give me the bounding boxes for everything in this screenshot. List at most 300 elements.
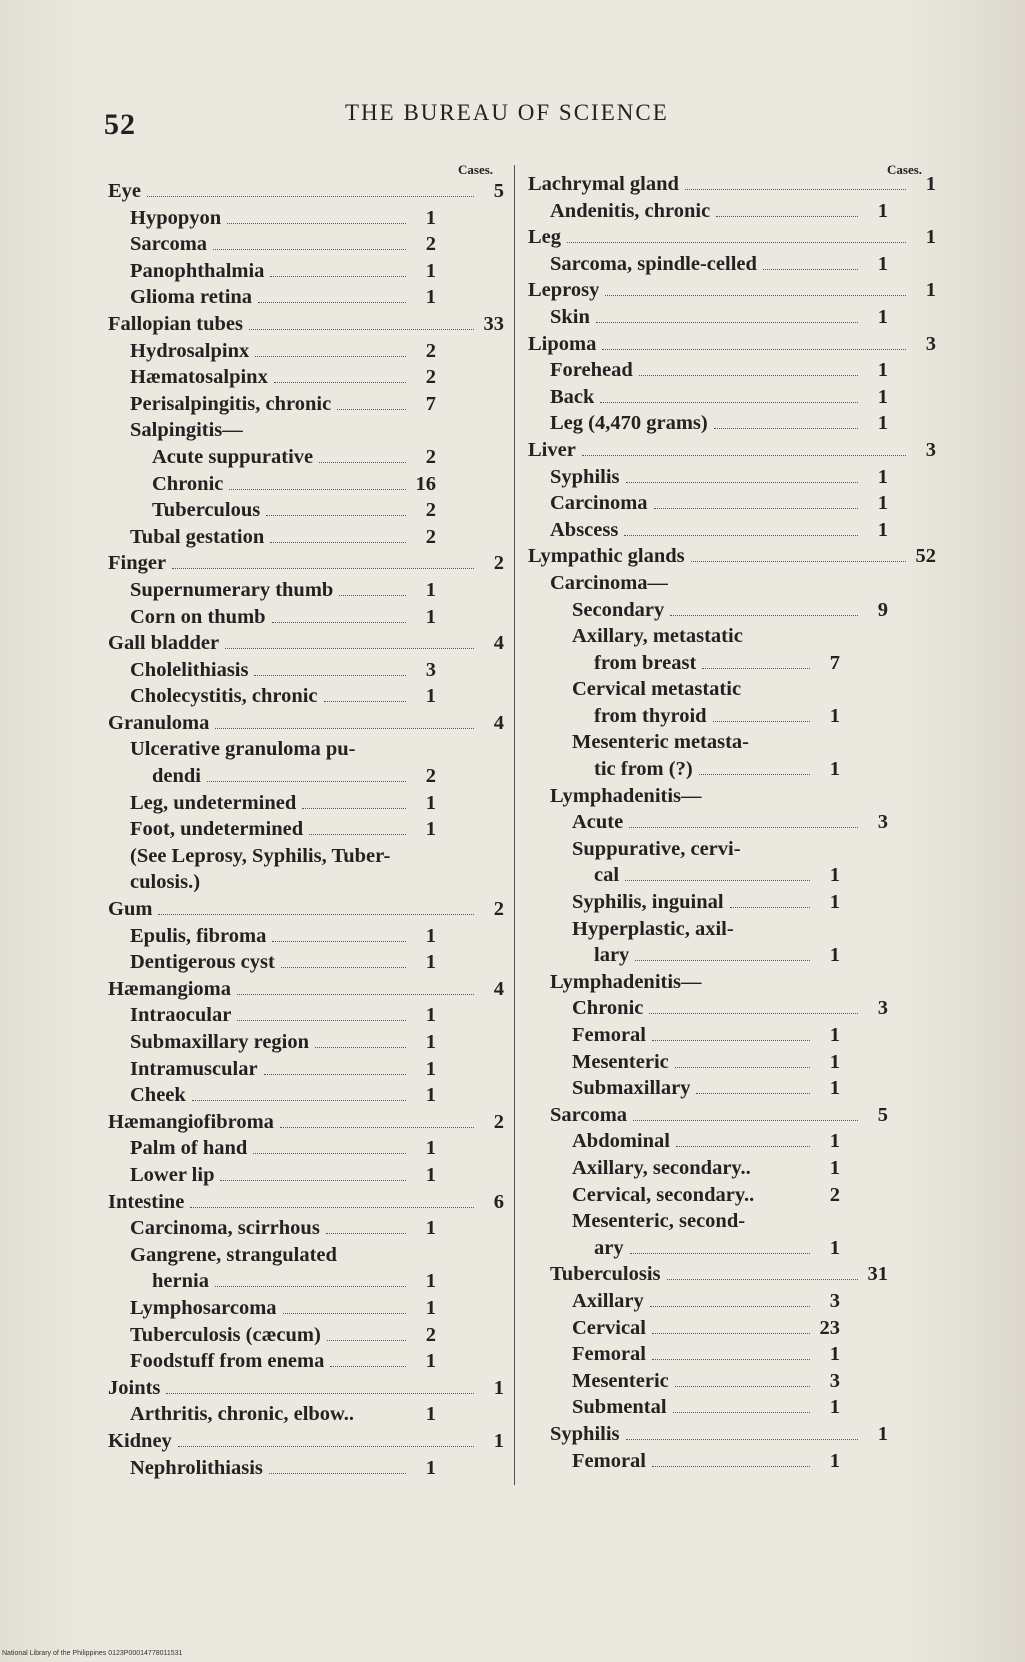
index-entry [108, 1189, 508, 1216]
left-column [108, 178, 508, 1481]
index-entry [108, 869, 508, 896]
index-entry [528, 1261, 940, 1288]
index-entry [528, 1235, 940, 1262]
entry-count: 2 [425, 339, 436, 362]
entry-count: 1 [877, 1422, 888, 1445]
entry-count: 1 [425, 1057, 436, 1080]
leader-dots [270, 524, 406, 543]
entry-label: Cervical metastatic [572, 678, 742, 701]
entry-label: Chronic [572, 997, 644, 1020]
index-entry [108, 524, 508, 551]
leader-dots [633, 1102, 858, 1121]
index-entry [528, 756, 940, 783]
entry-label: Leg, undetermined [130, 791, 297, 814]
entry-count: 7 [829, 651, 840, 674]
leader-dots [319, 444, 406, 463]
index-entry [108, 1455, 508, 1482]
leader-dots [639, 357, 858, 376]
entry-label: Palm of hand [130, 1137, 248, 1160]
entry-count: 3 [829, 1289, 840, 1312]
entry-count: 3 [925, 438, 936, 461]
leader-dots [178, 1428, 474, 1447]
entry-label: Granuloma [108, 711, 210, 734]
entry-count: 16 [415, 472, 436, 495]
entry-label: Hæmatosalpinx [130, 366, 268, 389]
leader-dots [567, 224, 906, 243]
index-entry [528, 942, 940, 969]
index-entry [528, 1128, 940, 1155]
entry-count: 1 [829, 944, 840, 967]
entry-label: Hydrosalpinx [130, 339, 250, 362]
entry-count: 1 [925, 226, 936, 249]
entry-count: 1 [829, 1077, 840, 1100]
leader-dots [763, 251, 858, 270]
leader-dots [635, 942, 810, 961]
index-entry [528, 464, 940, 491]
index-entry [528, 1075, 940, 1102]
index-entry [528, 1155, 940, 1182]
entry-count: 1 [829, 1343, 840, 1366]
index-entry [108, 497, 508, 524]
leader-dots [272, 604, 406, 623]
leader-dots [280, 1109, 474, 1128]
index-entry [108, 1428, 508, 1455]
entry-count: 1 [425, 685, 436, 708]
index-entry [108, 338, 508, 365]
entry-count: 1 [829, 758, 840, 781]
index-entry [528, 1208, 940, 1235]
index-entry [108, 630, 508, 657]
entry-label: Intramuscular [130, 1057, 258, 1080]
entry-label: Hæmangiofibroma [108, 1110, 274, 1133]
entry-label: Lachrymal gland [528, 173, 679, 195]
entry-count: 1 [829, 1236, 840, 1259]
entry-count: 1 [493, 1376, 504, 1399]
entry-count: 1 [425, 286, 436, 309]
leader-dots [324, 683, 406, 702]
leader-dots [255, 338, 406, 357]
entry-label: Lymphadenitis— [550, 970, 702, 993]
index-entry [528, 1182, 940, 1209]
leader-dots [274, 364, 406, 383]
index-entry [528, 729, 940, 756]
index-entry [528, 1368, 940, 1395]
leader-dots [330, 1348, 406, 1367]
index-entry [528, 809, 940, 836]
index-entry [108, 577, 508, 604]
entry-count: 2 [425, 445, 436, 468]
index-entry [528, 889, 940, 916]
entry-label: Liver [528, 438, 576, 461]
leader-dots [269, 1455, 406, 1474]
index-entry [108, 604, 508, 631]
leader-dots [596, 304, 858, 323]
index-entry [108, 896, 508, 923]
index-entry [528, 1421, 940, 1448]
index-entry [108, 1215, 508, 1242]
entry-label: Arthritis, chronic, elbow.. [130, 1403, 354, 1426]
index-entry [108, 843, 508, 870]
entry-label: Sarcoma [550, 1103, 628, 1126]
index-entry [108, 1322, 508, 1349]
entry-label: tic from (?) [594, 758, 693, 781]
leader-dots [270, 258, 406, 277]
leader-dots [147, 178, 474, 197]
entry-count: 1 [425, 818, 436, 841]
index-entry [528, 490, 940, 517]
leader-dots [626, 464, 858, 483]
leader-dots [254, 657, 406, 676]
entry-label: Submaxillary region [130, 1031, 310, 1053]
entry-count: 1 [425, 951, 436, 974]
column-divider [514, 165, 515, 1485]
leader-dots [691, 543, 906, 562]
entry-label: Mesenteric [572, 1050, 669, 1073]
entry-label: Foot, undetermined [130, 818, 304, 841]
entry-label: Submental [572, 1396, 667, 1419]
leader-dots [266, 497, 406, 516]
entry-label: Foodstuff from enema [130, 1350, 325, 1373]
entry-count: 2 [493, 552, 504, 575]
index-entry [108, 178, 508, 205]
leader-dots [650, 1288, 810, 1307]
entry-count: 1 [425, 578, 436, 601]
entry-count: 1 [425, 1163, 436, 1186]
entry-label: Submaxillary [572, 1077, 691, 1100]
entry-label: Secondary [572, 598, 665, 621]
entry-count: 1 [925, 279, 936, 302]
entry-label: Axillary, secondary.. [572, 1156, 751, 1179]
entry-label: culosis.) [130, 871, 201, 894]
leader-dots [283, 1295, 406, 1314]
entry-label: Dentigerous cyst [130, 951, 275, 974]
entry-label: Femoral [572, 1343, 646, 1366]
entry-count: 2 [425, 233, 436, 256]
entry-count: 1 [829, 864, 840, 887]
entry-count: 1 [425, 1004, 436, 1027]
entry-label: Syphilis, inguinal [572, 891, 724, 914]
entry-count: 1 [829, 1024, 840, 1046]
index-entry [108, 1268, 508, 1295]
leader-dots [227, 205, 406, 224]
entry-count: 2 [425, 525, 436, 548]
leader-dots [237, 976, 474, 995]
entry-count: 9 [877, 598, 888, 621]
entry-label: lary [594, 944, 630, 967]
leader-dots [225, 630, 474, 649]
entry-count: 3 [829, 1369, 840, 1392]
entry-count: 2 [829, 1183, 840, 1206]
index-entry [528, 623, 940, 650]
index-entry [108, 657, 508, 684]
entry-label: Leg (4,470 grams) [550, 412, 708, 435]
entry-count: 1 [877, 359, 888, 382]
entry-label: Carcinoma, scirrhous [130, 1217, 320, 1240]
index-entry [108, 923, 508, 950]
leader-dots [582, 437, 906, 456]
entry-label: ary [594, 1236, 624, 1259]
entry-count: 1 [877, 199, 888, 222]
index-entry [528, 357, 940, 384]
entry-label: Fallopian tubes [108, 312, 243, 335]
entry-count: 1 [877, 412, 888, 435]
entry-label: Carcinoma [550, 492, 648, 515]
leader-dots [667, 1261, 858, 1280]
index-entry [108, 816, 508, 843]
entry-label: Forehead [550, 359, 633, 382]
entry-count: 1 [425, 1350, 436, 1373]
index-entry [108, 311, 508, 338]
index-entry [108, 683, 508, 710]
index-entry [108, 1348, 508, 1375]
leader-dots [272, 923, 406, 942]
entry-label: Intraocular [130, 1004, 232, 1027]
index-entry [108, 1375, 508, 1402]
leader-dots [716, 198, 858, 217]
entry-count: 1 [877, 465, 888, 488]
leader-dots [229, 471, 406, 490]
entry-label: Cheek [130, 1084, 186, 1107]
entry-count: 1 [425, 791, 436, 814]
entry-count: 1 [829, 1396, 840, 1419]
entry-label: Nephrolithiasis [130, 1456, 263, 1479]
leader-dots [326, 1215, 406, 1234]
entry-count: 2 [425, 499, 436, 522]
leader-dots [172, 550, 474, 569]
entry-label: Epulis, fibroma [130, 924, 267, 947]
entry-count: 1 [425, 605, 436, 628]
index-entry [528, 1049, 940, 1076]
index-entry [528, 1022, 940, 1049]
entry-label: Lympathic glands [528, 545, 685, 568]
index-entry [108, 763, 508, 790]
index-entry [528, 437, 940, 464]
leader-dots [237, 1002, 406, 1021]
entry-count: 4 [493, 977, 504, 1000]
leader-dots [309, 816, 406, 835]
entry-count: 4 [493, 711, 504, 734]
leader-dots [215, 710, 474, 729]
index-entry [108, 736, 508, 763]
index-entry [108, 710, 508, 737]
index-entry [528, 251, 940, 278]
leader-dots [699, 756, 810, 775]
leader-dots [220, 1162, 406, 1181]
leader-dots [652, 1022, 810, 1041]
leader-dots [264, 1056, 406, 1075]
entry-count: 3 [925, 332, 936, 355]
entry-count: 1 [829, 1050, 840, 1073]
leader-dots [625, 862, 810, 881]
entry-count: 2 [425, 765, 436, 788]
leader-dots [685, 171, 906, 190]
index-entry [528, 676, 940, 703]
leader-dots [253, 1135, 406, 1154]
index-entry [528, 410, 940, 437]
entry-count: 1 [425, 1296, 436, 1319]
index-entry [528, 517, 940, 544]
leader-dots [158, 896, 474, 915]
entry-count: 1 [425, 924, 436, 947]
entry-label: Corn on thumb [130, 605, 266, 628]
entry-label: Syphilis [550, 1422, 620, 1445]
leader-dots [190, 1189, 474, 1208]
index-entry [108, 364, 508, 391]
leader-dots [258, 284, 406, 303]
entry-label: Axillary, metastatic [572, 625, 743, 648]
entry-count: 33 [483, 312, 504, 335]
entry-count: 2 [425, 1323, 436, 1346]
index-entry [108, 231, 508, 258]
entry-label: Acute suppurative [152, 445, 314, 468]
leader-dots [629, 809, 858, 828]
leader-dots [327, 1322, 406, 1341]
entry-count: 23 [819, 1316, 840, 1339]
entry-count: 6 [493, 1190, 504, 1213]
entry-label: Carcinoma— [550, 571, 669, 594]
index-entry [528, 703, 940, 730]
entry-count: 2 [493, 898, 504, 921]
leader-dots [281, 949, 406, 968]
entry-label: Supernumerary thumb [130, 578, 334, 601]
entry-count: 1 [925, 173, 936, 195]
index-entry [528, 1448, 940, 1475]
entry-label: Andenitis, chronic [550, 199, 711, 222]
entry-label: from thyroid [594, 704, 707, 727]
entry-label: (See Leprosy, Syphilis, Tuber- [130, 844, 391, 867]
entry-label: Gum [108, 898, 153, 921]
index-entry [108, 258, 508, 285]
index-entry [528, 1102, 940, 1129]
entry-label: Perisalpingitis, chronic [130, 392, 332, 415]
index-entry [528, 862, 940, 889]
index-entry [108, 1056, 508, 1083]
leader-dots [207, 763, 406, 782]
entry-count: 31 [867, 1263, 888, 1286]
entry-label: Tuberculosis [550, 1263, 661, 1286]
leader-dots [652, 1341, 810, 1360]
entry-label: Eye [108, 180, 142, 202]
index-entry [108, 976, 508, 1003]
leader-dots [696, 1075, 810, 1094]
entry-count: 1 [877, 385, 888, 408]
leader-dots [192, 1082, 406, 1101]
entry-label: hernia [152, 1270, 209, 1293]
right-column [528, 171, 940, 1474]
index-entry [528, 836, 940, 863]
entry-count: 5 [877, 1103, 888, 1126]
entry-count: 3 [425, 658, 436, 681]
cases-header-right: Cases. [887, 162, 923, 177]
entry-label: Back [550, 385, 595, 408]
leader-dots [315, 1029, 406, 1048]
index-entry [108, 1029, 508, 1056]
entry-label: Chronic [152, 472, 224, 495]
leader-dots [600, 384, 858, 403]
entry-label: Intestine [108, 1190, 185, 1213]
entry-count: 1 [425, 1456, 436, 1479]
entry-label: Hypopyon [130, 206, 222, 229]
entry-count: 1 [425, 1217, 436, 1240]
entry-label: Lymphadenitis— [550, 784, 702, 807]
index-entry [528, 384, 940, 411]
index-entry [108, 550, 508, 577]
index-entry [108, 471, 508, 498]
entry-count: 1 [829, 1130, 840, 1153]
leader-dots [652, 1315, 810, 1334]
entry-count: 1 [493, 1429, 504, 1452]
entry-label: cal [594, 864, 620, 887]
leader-dots [302, 790, 406, 809]
entry-label: Axillary [572, 1289, 644, 1312]
entry-label: Sarcoma, spindle-celled [550, 252, 757, 275]
entry-label: Femoral [572, 1024, 646, 1046]
index-entry [108, 790, 508, 817]
entry-count: 1 [425, 1031, 436, 1053]
leader-dots [630, 1235, 810, 1254]
entry-label: Mesenteric, second- [572, 1210, 746, 1233]
leader-dots [339, 577, 406, 596]
entry-label: Hyperplastic, axil- [572, 917, 734, 940]
leader-dots [652, 1448, 810, 1467]
entry-label: Abdominal [572, 1130, 670, 1153]
entry-count: 1 [425, 1137, 436, 1160]
index-entry [528, 783, 940, 810]
entry-label: Gangrene, strangulated [130, 1243, 337, 1266]
entry-label: Suppurative, cervi- [572, 837, 741, 860]
leader-dots [676, 1128, 810, 1147]
entry-count: 1 [877, 492, 888, 515]
leader-dots [249, 311, 474, 330]
footer-credit: National Library of the Philippines 0123P00014778011531 [2, 1650, 183, 1657]
leader-dots [649, 995, 858, 1014]
entry-label: Tubal gestation [130, 525, 265, 548]
leader-dots [670, 597, 858, 616]
entry-label: Cervical, secondary.. [572, 1183, 755, 1206]
leader-dots [213, 231, 406, 250]
index-entry [528, 1315, 940, 1342]
index-entry [528, 543, 940, 570]
index-entry [108, 1109, 508, 1136]
entry-count: 1 [829, 1449, 840, 1472]
entry-label: Salpingitis— [130, 419, 243, 442]
entry-label: Lipoma [528, 332, 597, 355]
entry-count: 1 [877, 252, 888, 275]
leader-dots [166, 1375, 474, 1394]
index-entry [108, 417, 508, 444]
entry-label: Leg [528, 226, 562, 249]
entry-label: Cervical [572, 1316, 646, 1339]
index-entry [528, 198, 940, 225]
index-entry [108, 284, 508, 311]
leader-dots [605, 277, 906, 296]
leader-dots [730, 889, 810, 908]
entry-label: Sarcoma [130, 233, 208, 256]
entry-label: Lower lip [130, 1163, 215, 1186]
index-entry [108, 1242, 508, 1269]
entry-count: 1 [829, 704, 840, 727]
index-entry [528, 597, 940, 624]
entry-count: 52 [915, 545, 936, 568]
entry-label: Femoral [572, 1449, 646, 1472]
entry-count: 3 [877, 811, 888, 834]
index-entry [528, 304, 940, 331]
leader-dots [673, 1394, 810, 1413]
entry-count: 1 [425, 206, 436, 229]
entry-label: Tuberculous [152, 499, 261, 522]
page-number: 52 [104, 108, 136, 141]
index-entry [108, 1295, 508, 1322]
